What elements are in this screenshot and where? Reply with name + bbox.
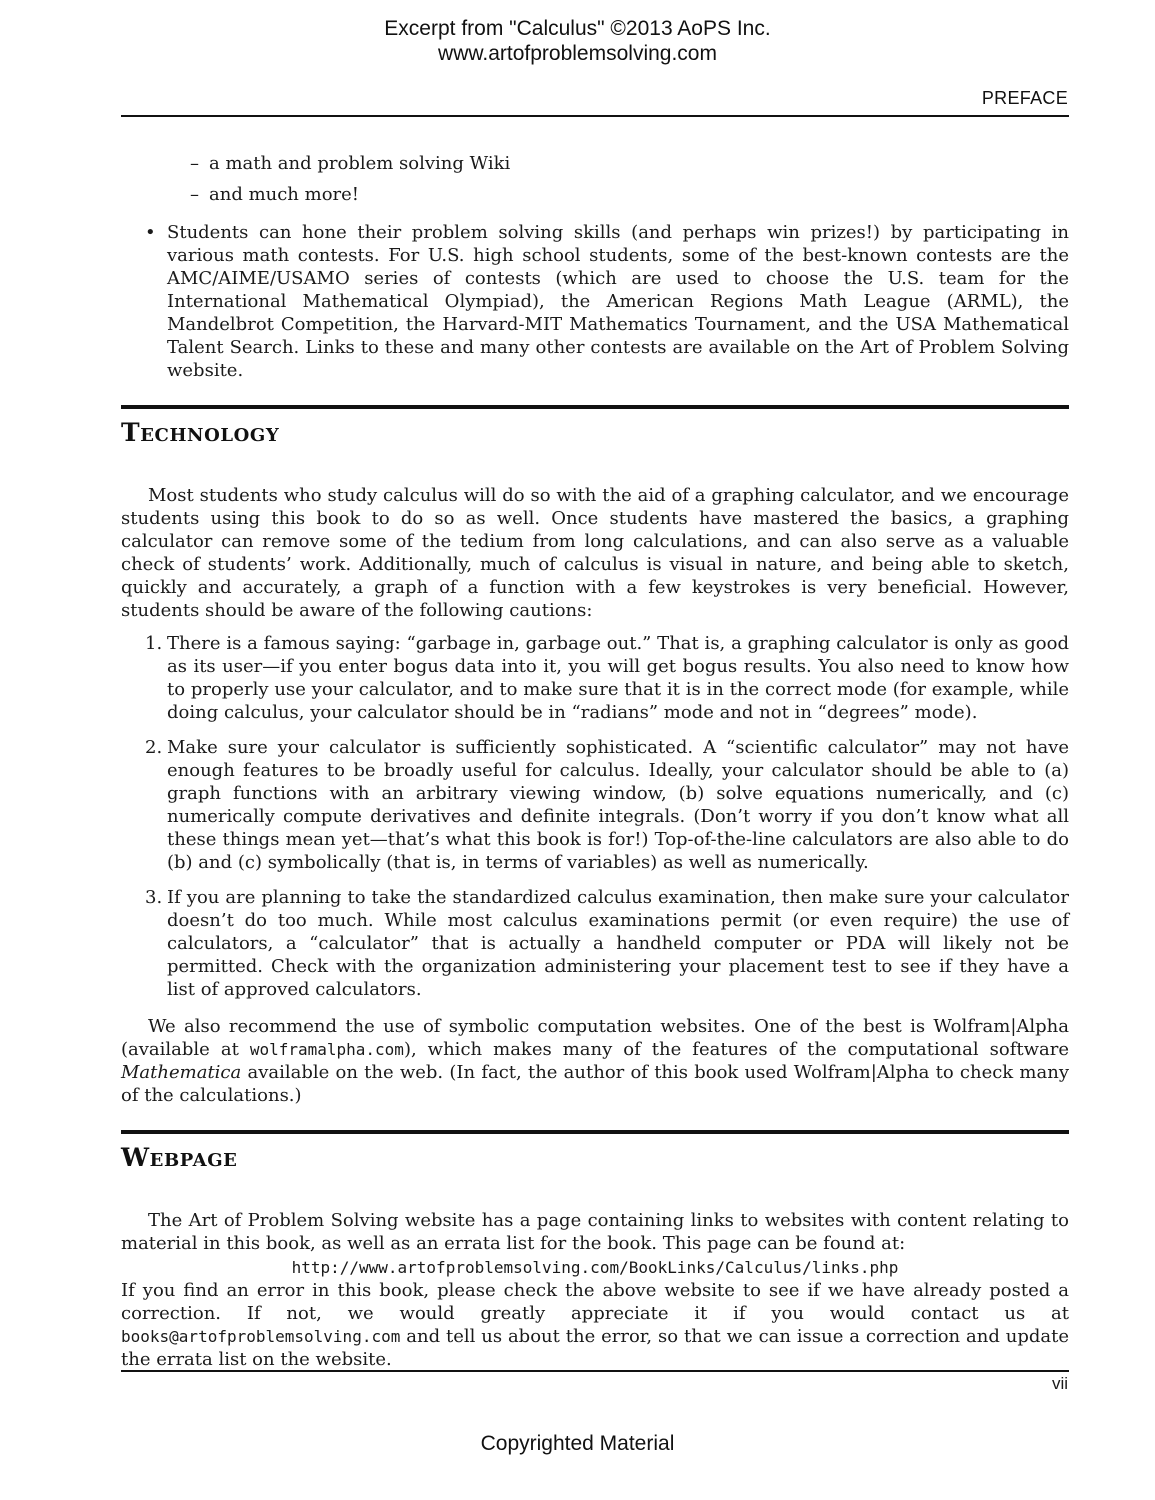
technology-heading: Technology	[121, 418, 280, 447]
list-item: 1. There is a famous saying: “garbage in, garbage out.” That is, a graphing calculator is only as good as its user—if you enter bogus data into it, you will get bogus results. You also need to know how to properly use your calculator, and to make sure that it is in the correct mode (for example, while doing calculus, your calculator should be in “radians” mode and not in “degrees” mode).	[145, 633, 1069, 723]
wolframalpha-link: wolframalpha.com	[249, 1040, 404, 1059]
contests-text: Students can hone their problem solving skills (and perhaps win prizes!) by participating in various math contests. For U.S. high school students, some of the best-known contests are the AMC/AIME/USAMO series of contests (which are used to choose the U.S. team for the International Mathematical Olympiad), the American Regions Math League (ARML), the Mandelbrot Competition, the Harvard-MIT Mathematics Tournament, and the USA Mathematical Talent Search. Links to these and many other contests are available on the Art of Problem Solving website.	[167, 222, 1069, 381]
technology-intro: Most students who study calculus will do so with the aid of a graphing calculator, and we encourage students using this book to do so as well. Once students have mastered the basics, a graphing calculator can remove some of the tedium from long calculations, and can also serve as a valuable check of students’ work. Additionally, much of calculus is visual in nature, and being able to sketch, quickly and accurately, a graph of a function with a few keystrokes is very beneficial. However, students should be aware of the following cautions:	[121, 485, 1069, 621]
webpage-heading: Webpage	[121, 1143, 238, 1172]
page-number: vii	[1051, 1374, 1068, 1393]
header-rule	[121, 115, 1069, 117]
errata-paragraph: If you find an error in this book, please check the above website to see if we have already posted a correction. If not, we would greatly appreciate it if you would contact us at books@artofproblemsolving.com and tell us about the error, so that we can issue a correction and update the errata list on the website.	[121, 1280, 1069, 1370]
excerpt-website: www.artofproblemsolving.com	[438, 42, 717, 65]
section-rule	[121, 405, 1069, 409]
list-item: – a math and problem solving Wiki	[190, 153, 511, 174]
book-links-url: http://www.artofproblemsolving.com/BookLinks/Calculus/links.php	[291, 1258, 899, 1277]
list-item: 3. If you are planning to take the standardized calculus examination, then make sure your calculator doesn’t do too much. While most calculus examinations permit (or even require) the use of calculators, a “calculator” that is actually a handheld computer or PDA will likely not be permitted. Check with the organization administering your placement test to see if they have a list of approved calculators.	[145, 887, 1069, 1000]
bullet-dot-icon: •	[145, 222, 156, 243]
contact-email: books@artofproblemsolving.com	[121, 1327, 401, 1346]
cautions-list	[145, 632, 1069, 1013]
excerpt-title: Excerpt from "Calculus" ©2013 AoPS Inc.	[384, 17, 771, 40]
excerpt-notice	[0, 16, 1155, 66]
contests-bullet	[145, 221, 1069, 382]
symbolic-computation-paragraph: We also recommend the use of symbolic computation websites. One of the best is Wolfram|Alpha (available at wolframalpha.com), which makes many of the features of the computational software Mathematica available on the web. (In fact, the author of this book used Wolfram|Alpha to check many of the calculations.)	[121, 1016, 1069, 1106]
copyright-notice: Copyrighted Material	[480, 1432, 675, 1455]
webpage-intro: The Art of Problem Solving website has a page containing links to websites with content relating to material in this book, as well as an errata list for the book. This page can be found at:	[121, 1210, 1069, 1254]
running-head: PREFACE	[981, 88, 1068, 108]
list-item: – and much more!	[190, 184, 360, 205]
list-item: 2. Make sure your calculator is sufficiently sophisticated. A “scientific calculator” may not have enough features to be broadly useful for calculus. Ideally, your calculator should be able to (a) graph functions with an arbitrary viewing window, (b) solve equations numerically, and (c) numerically compute derivatives and definite integrals. (Don’t worry if you don’t know what all these things mean yet—that’s what this book is for!) Top-of-the-line calculators are also able to do (b) and (c) symbolically (that is, in terms of variables) as well as numerically.	[145, 737, 1069, 873]
section-rule	[121, 1130, 1069, 1134]
footer-rule	[121, 1370, 1069, 1372]
resource-sublist	[190, 152, 510, 214]
